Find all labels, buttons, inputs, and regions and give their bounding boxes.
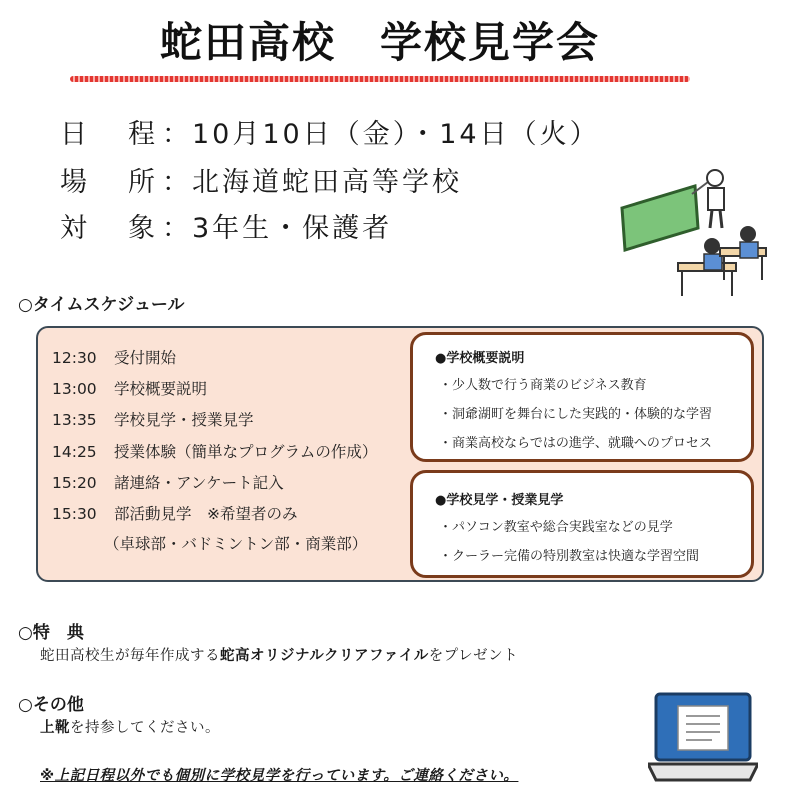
schedule-item (52, 471, 284, 493)
info-sep: ： (162, 167, 192, 198)
info-row-date (60, 112, 600, 151)
info-label: 対象 (60, 213, 158, 244)
overview-panel (410, 332, 754, 462)
info-sep: ： (162, 213, 192, 244)
contact-note: ※上記日程以外でも個別に学校見学を行っています。ご連絡ください。 (40, 768, 519, 784)
schedule-item (52, 502, 298, 524)
benefit-heading: ○特 典 (18, 623, 84, 643)
tour-panel (410, 470, 754, 578)
panel-heading: ●学校概要説明 (435, 351, 525, 366)
other-heading: ○その他 (18, 695, 84, 715)
schedule-item (52, 377, 207, 399)
schedule-time: 12:30 (52, 349, 97, 367)
info-label: 日程 (60, 119, 158, 150)
schedule-heading: ○タイムスケジュール (18, 295, 185, 315)
schedule-text: 諸連絡・アンケート記入 (114, 474, 284, 492)
schedule-text: 部活動見学 ※希望者のみ (114, 505, 298, 523)
page-title: 蛇田高校 学校見学会 (159, 18, 600, 67)
panel-item: ・洞爺湖町を舞台にした実践的・体験的な学習 (439, 407, 713, 422)
schedule-text: 学校概要説明 (114, 380, 208, 398)
other-text (40, 716, 220, 737)
schedule-item (52, 346, 176, 368)
schedule-text: 受付開始 (114, 349, 177, 367)
laptop-document-icon (648, 690, 758, 790)
classroom-illustration-icon (620, 168, 770, 298)
panel-item: ・少人数で行う商業のビジネス教育 (439, 378, 647, 393)
schedule-time: 15:30 (52, 505, 97, 523)
info-row-place (60, 160, 462, 199)
benefit-pre: 蛇田高校生が毎年作成する (40, 648, 220, 664)
info-value: 3年生・保護者 (192, 213, 393, 244)
other-post: を持参してください。 (70, 720, 220, 736)
info-row-target (60, 206, 392, 245)
schedule-clubs: （卓球部・バドミントン部・商業部） (104, 535, 368, 553)
schedule-time: 13:00 (52, 380, 97, 398)
info-sep: ： (162, 119, 192, 150)
panel-item: ・クーラー完備の特別教室は快適な学習空間 (439, 549, 700, 564)
schedule-item (52, 440, 377, 462)
schedule-text: 授業体験（簡単なプログラムの作成） (114, 443, 378, 461)
schedule-text: 学校見学・授業見学 (114, 411, 254, 429)
schedule-time: 14:25 (52, 443, 97, 461)
benefit-text (40, 644, 518, 665)
title-underline (70, 76, 690, 82)
schedule-time: 15:20 (52, 474, 97, 492)
panel-item: ・パソコン教室や総合実践室などの見学 (439, 520, 673, 535)
info-value: 10月10日（金）・14日（火） (192, 119, 600, 150)
schedule-time: 13:35 (52, 411, 97, 429)
benefit-post: をプレゼント (428, 648, 519, 664)
schedule-item (52, 408, 254, 430)
panel-heading: ●学校見学・授業見学 (435, 493, 564, 508)
panel-item: ・商業高校ならではの進学、就職へのプロセス (439, 436, 712, 451)
benefit-bold: 蛇高オリジナルクリアファイル (220, 648, 429, 664)
info-label: 場所 (60, 167, 158, 198)
other-bold: 上靴 (40, 720, 70, 736)
info-value: 北海道蛇田高等学校 (192, 167, 462, 198)
